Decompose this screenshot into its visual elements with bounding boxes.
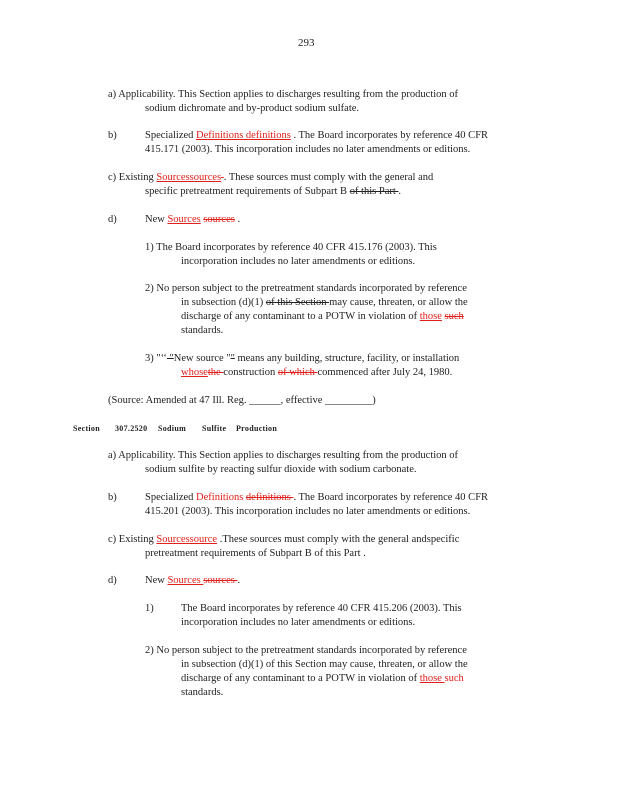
text-run: in subsection (d)(1) bbox=[181, 297, 266, 308]
deleted-text: of this Part bbox=[349, 186, 399, 197]
text-run: New bbox=[145, 575, 168, 586]
text-run: discharge of any contaminant to a POTW in violation of bbox=[181, 311, 420, 322]
item-d2-line1: 2) No person subject to the pretreatment standards incorporated by reference bbox=[145, 283, 467, 294]
item-d2-line3 bbox=[181, 672, 464, 685]
item-d1-line1: 1) The Board incorporates by reference 40 CFR 415.176 (2003). This bbox=[145, 242, 437, 253]
text-run: Specialized bbox=[145, 130, 197, 141]
item-d2-line4: standards. bbox=[181, 325, 224, 336]
item-d1-label: 1) bbox=[145, 603, 154, 614]
item-d2-line2: in subsection (d)(1) of this Section may cause, threaten, or allow the bbox=[181, 659, 468, 670]
deleted-text: definitions bbox=[245, 492, 294, 503]
item-d2-line4: standards. bbox=[181, 687, 224, 698]
item-d2-line1: 2) No person subject to the pretreatment standards incorporated by reference bbox=[145, 645, 467, 656]
subsection-c-line2: pretreatment requirements of Subpart B of this Part . bbox=[145, 548, 366, 559]
inserted-text: Sources bbox=[167, 575, 204, 586]
text-run: c) Existing bbox=[108, 534, 157, 545]
deleted-text: sources bbox=[203, 214, 235, 225]
subsection-c-line1 bbox=[108, 171, 433, 184]
text-run: Specialized bbox=[145, 492, 197, 503]
subsection-d-label: d) bbox=[108, 575, 117, 586]
subsection-b-line2: 415.171 (2003). This incorporation includes no later amendments or editions. bbox=[145, 144, 471, 155]
section-heading-word: Production bbox=[236, 424, 278, 433]
inserted-text: Definitions bbox=[196, 492, 244, 503]
subsection-b-line2: 415.201 (2003). This incorporation includes no later amendments or editions. bbox=[145, 506, 471, 517]
text-run: means any building, structure, facility, or installation bbox=[234, 353, 460, 364]
item-d1-line2: incorporation includes no later amendments or editions. bbox=[181, 617, 416, 628]
text-run: specific pretreatment requirements of Subpart B bbox=[145, 186, 350, 197]
text-run: . bbox=[398, 186, 402, 197]
inserted-text: Definitions definitions bbox=[196, 130, 291, 141]
subsection-a-line1: a) Applicability. This Section applies to discharges resulting from the production of bbox=[108, 450, 459, 461]
text-run: . bbox=[234, 214, 241, 225]
subsection-d-label: d) bbox=[108, 214, 117, 225]
item-d3-line1 bbox=[145, 352, 459, 365]
text-run: discharge of any contaminant to a POTW in violation of bbox=[181, 673, 420, 684]
text-run: .These sources must comply with the general andspecific bbox=[217, 534, 460, 545]
text-run: construction bbox=[223, 367, 278, 378]
text-run: may cause, threaten, or allow the bbox=[329, 297, 468, 308]
text-run: . The Board incorporates by reference 40 CFR bbox=[293, 492, 489, 503]
inserted-text: whose bbox=[181, 367, 208, 378]
inserted-text: Sources bbox=[167, 214, 201, 225]
item-d1-line1: The Board incorporates by reference 40 CFR 415.206 (2003). This bbox=[181, 603, 462, 614]
text-run: . The Board incorporates by reference 40 CFR bbox=[290, 130, 489, 141]
deleted-text: such bbox=[444, 311, 464, 322]
subsection-d-line1 bbox=[145, 574, 240, 587]
item-d2-line3 bbox=[181, 310, 464, 323]
section-heading-word: Sulfite bbox=[202, 424, 227, 433]
section-heading-word: Sodium bbox=[158, 424, 187, 433]
subsection-a-line1: a) Applicability. This Section applies to discharges resulting from the production of bbox=[108, 89, 459, 100]
section-heading-label: Section bbox=[73, 424, 100, 433]
text-run: New bbox=[145, 214, 168, 225]
item-d3-line2 bbox=[181, 366, 452, 379]
inserted-text: such bbox=[444, 673, 464, 684]
subsection-c-line2 bbox=[145, 185, 401, 198]
deleted-text: of which bbox=[277, 367, 318, 378]
subsection-b-label: b) bbox=[108, 130, 117, 141]
deleted-text: sources bbox=[203, 575, 238, 586]
text-run: c) Existing bbox=[108, 172, 157, 183]
text-run: . These sources must comply with the general and bbox=[223, 172, 434, 183]
inserted-text: Sourcessource bbox=[156, 534, 218, 545]
deleted-text: " bbox=[166, 353, 174, 364]
text-run: . bbox=[237, 575, 241, 586]
deleted-text: of this Section bbox=[265, 297, 330, 308]
subsection-d-line1 bbox=[145, 213, 240, 226]
deleted-text: the bbox=[207, 367, 224, 378]
subsection-b-line1 bbox=[145, 129, 488, 142]
item-d1-line2: incorporation includes no later amendments or editions. bbox=[181, 256, 416, 267]
subsection-b-label: b) bbox=[108, 492, 117, 503]
inserted-text: those bbox=[419, 311, 442, 322]
inserted-text: those bbox=[419, 673, 445, 684]
deleted-text: " bbox=[230, 353, 235, 364]
item-d3-label: 3) "‘‘ bbox=[145, 353, 167, 364]
text-run: commenced after July 24, 1980. bbox=[317, 367, 453, 378]
inserted-text: Sourcessources bbox=[156, 172, 222, 183]
page-number: 293 bbox=[298, 37, 315, 49]
section-heading-number: 307.2520 bbox=[115, 424, 148, 433]
subsection-b-line1 bbox=[145, 491, 488, 504]
text-run: New source " bbox=[173, 353, 231, 364]
subsection-a-line2: sodium sulfite by reacting sulfur dioxide with sodium carbonate. bbox=[145, 464, 417, 475]
item-d2-line2 bbox=[181, 296, 468, 309]
subsection-a-line2: sodium dichromate and by-product sodium sulfate. bbox=[145, 103, 360, 114]
subsection-c-line1 bbox=[108, 533, 459, 546]
source-note: (Source: Amended at 47 Ill. Reg. ______, effective _________) bbox=[108, 395, 376, 406]
